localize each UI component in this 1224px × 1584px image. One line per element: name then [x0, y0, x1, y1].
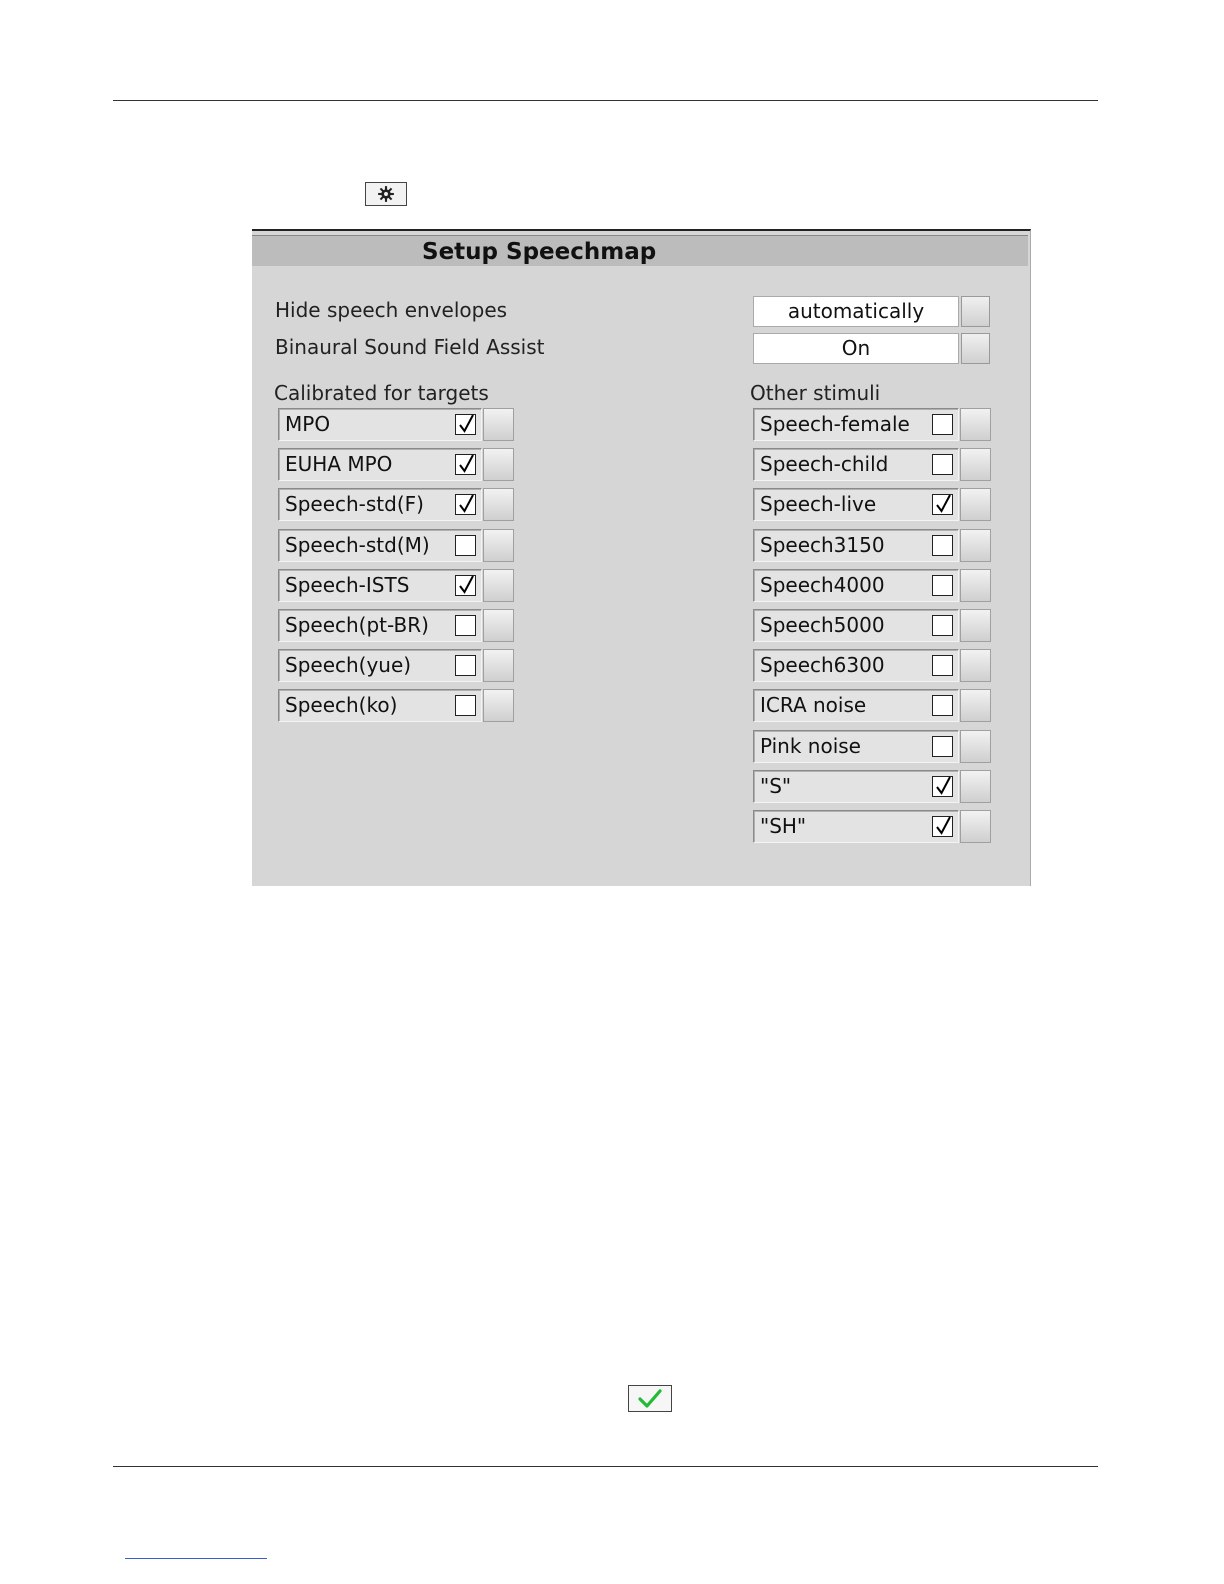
checkmark-icon [637, 1388, 663, 1410]
footer-link-underline [125, 1558, 267, 1559]
binaural-assist-select[interactable] [753, 333, 990, 364]
calibrated-field [278, 689, 482, 722]
other-checkbox[interactable] [932, 695, 953, 716]
other-options-button[interactable] [960, 488, 991, 521]
other-field [753, 609, 959, 642]
other-label: Speech4000 [760, 572, 885, 597]
calibrated-checkbox[interactable] [455, 615, 476, 636]
calibrated-checkbox[interactable] [455, 695, 476, 716]
check-mark-icon [934, 494, 953, 515]
other-checkbox[interactable] [932, 736, 953, 757]
other-label: Pink noise [760, 733, 861, 758]
calibrated-row [278, 529, 514, 562]
other-options-button[interactable] [960, 730, 991, 763]
other-field [753, 689, 959, 722]
other-field [753, 488, 959, 521]
calibrated-field [278, 649, 482, 682]
other-checkbox[interactable] [932, 816, 953, 837]
calibrated-label: Speech(yue) [285, 653, 412, 678]
calibrated-field [278, 408, 482, 441]
dialog-titlebar [252, 235, 1028, 266]
calibrated-row [278, 448, 514, 481]
check-mark-icon [457, 414, 476, 435]
other-label: ICRA noise [760, 693, 867, 718]
other-label: Speech-child [760, 452, 889, 477]
other-options-button[interactable] [960, 448, 991, 481]
calibrated-label: Speech(pt-BR) [285, 613, 429, 637]
other-label: Speech5000 [760, 613, 885, 637]
calibrated-row [278, 569, 514, 602]
setup-gear-button[interactable] [365, 182, 407, 206]
calibrated-field [278, 529, 482, 562]
other-row [753, 488, 991, 521]
other-row [753, 689, 991, 722]
other-label: "SH" [760, 814, 807, 838]
calibrated-checkbox[interactable] [455, 535, 476, 556]
other-options-button[interactable] [960, 408, 991, 441]
other-field [753, 770, 959, 803]
other-checkbox[interactable] [932, 776, 953, 797]
other-field [753, 569, 959, 602]
check-mark-icon [934, 816, 953, 837]
calibrated-options-button[interactable] [483, 649, 514, 682]
setup-speechmap-dialog [252, 229, 1031, 886]
calibrated-label: EUHA MPO [285, 452, 393, 477]
other-checkbox[interactable] [932, 615, 953, 636]
other-checkbox[interactable] [932, 575, 953, 596]
calibrated-options-button[interactable] [483, 609, 514, 642]
check-mark-icon [457, 575, 476, 596]
other-field [753, 408, 959, 441]
calibrated-checkbox[interactable] [455, 655, 476, 676]
other-options-button[interactable] [960, 689, 991, 722]
calibrated-field [278, 488, 482, 521]
other-label: Speech3150 [760, 532, 885, 557]
other-row [753, 448, 991, 481]
other-row [753, 730, 991, 763]
other-label: "S" [760, 773, 792, 798]
calibrated-label: Speech(ko) [285, 693, 398, 718]
calibrated-options-button[interactable] [483, 569, 514, 602]
other-options-button[interactable] [960, 529, 991, 562]
calibrated-label: Speech-std(M) [285, 532, 430, 557]
other-checkbox[interactable] [932, 414, 953, 435]
other-label: Speech6300 [760, 653, 885, 678]
binaural-assist-dropdown-button[interactable] [961, 333, 990, 364]
calibrated-options-button[interactable] [483, 529, 514, 562]
other-row [753, 649, 991, 682]
other-stimuli-heading: Other stimuli [750, 381, 881, 405]
calibrated-row [278, 649, 514, 682]
other-field [753, 810, 959, 843]
calibrated-checkbox[interactable] [455, 494, 476, 515]
gear-icon [377, 185, 395, 203]
other-row [753, 609, 991, 642]
other-row [753, 770, 991, 803]
calibrated-field [278, 569, 482, 602]
other-row [753, 569, 991, 602]
header-rule [113, 100, 1098, 101]
calibrated-options-button[interactable] [483, 448, 514, 481]
other-field [753, 529, 959, 562]
other-options-button[interactable] [960, 609, 991, 642]
other-field [753, 649, 959, 682]
binaural-assist-label: Binaural Sound Field Assist [275, 335, 545, 359]
calibrated-row [278, 488, 514, 521]
calibrated-checkbox[interactable] [455, 414, 476, 435]
check-mark-icon [457, 494, 476, 515]
other-row [753, 529, 991, 562]
other-checkbox[interactable] [932, 494, 953, 515]
other-options-button[interactable] [960, 649, 991, 682]
binaural-assist-value[interactable]: On [753, 333, 959, 364]
other-checkbox[interactable] [932, 655, 953, 676]
calibrated-options-button[interactable] [483, 488, 514, 521]
calibrated-field [278, 448, 482, 481]
other-checkbox[interactable] [932, 454, 953, 475]
other-row [753, 408, 991, 441]
footer-rule [113, 1466, 1098, 1467]
other-label: Speech-female [760, 412, 910, 436]
check-mark-icon [457, 454, 476, 475]
calibrated-row [278, 609, 514, 642]
calibrated-checkbox[interactable] [455, 575, 476, 596]
ok-button[interactable] [628, 1385, 672, 1412]
calibrated-checkbox[interactable] [455, 454, 476, 475]
hide-speech-envelopes-dropdown-button[interactable] [961, 296, 990, 327]
other-options-button[interactable] [960, 770, 991, 803]
other-options-button[interactable] [960, 810, 991, 843]
calibrated-options-button[interactable] [483, 408, 514, 441]
calibrated-label: Speech-ISTS [285, 572, 410, 597]
calibrated-label: Speech-std(F) [285, 492, 424, 517]
other-field [753, 448, 959, 481]
other-label: Speech-live [760, 492, 877, 517]
hide-speech-envelopes-value[interactable]: automatically [753, 296, 959, 327]
calibrated-options-button[interactable] [483, 689, 514, 722]
calibrated-label: MPO [285, 412, 331, 436]
other-checkbox[interactable] [932, 535, 953, 556]
calibrated-field [278, 609, 482, 642]
calibrated-heading: Calibrated for targets [274, 381, 489, 405]
other-options-button[interactable] [960, 569, 991, 602]
dialog-title: Setup Speechmap [422, 239, 657, 265]
other-row [753, 810, 991, 843]
check-mark-icon [934, 776, 953, 797]
hide-speech-envelopes-label: Hide speech envelopes [275, 298, 508, 322]
calibrated-row [278, 689, 514, 722]
hide-speech-envelopes-select[interactable] [753, 296, 990, 327]
calibrated-row [278, 408, 514, 441]
other-field [753, 730, 959, 763]
